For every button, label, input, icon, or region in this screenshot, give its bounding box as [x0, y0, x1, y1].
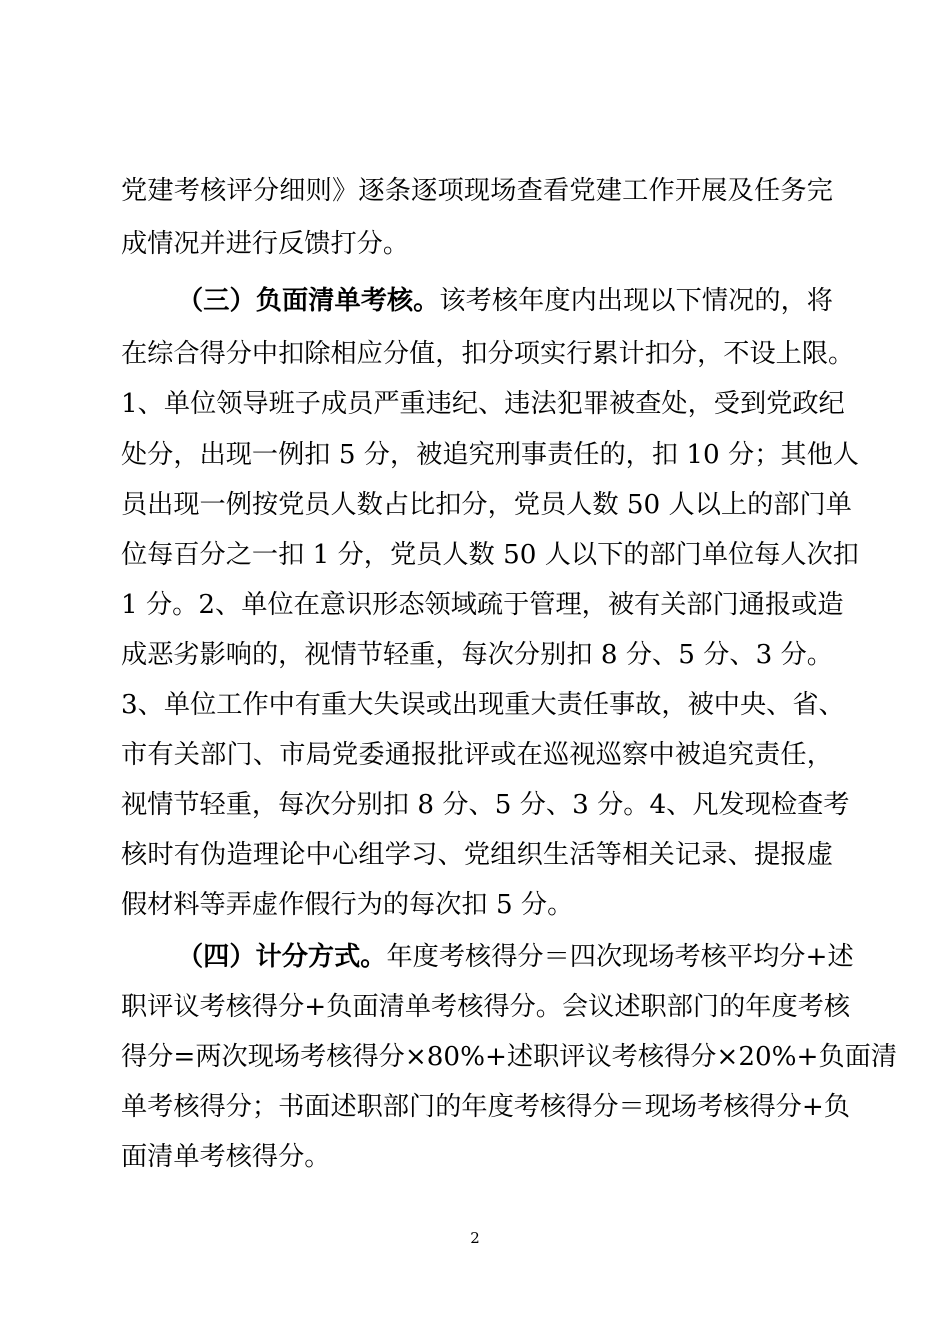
paragraph-3-line-2: 职评议考核得分+负面清单考核得分。会议述职部门的年度考核	[121, 992, 851, 1022]
section-heading-scoring-method: （四）计分方式。	[177, 941, 387, 972]
paragraph-2-line-1	[177, 281, 833, 321]
section-heading-negative-list: （三）负面清单考核。	[177, 285, 440, 316]
page-number: 2	[470, 1229, 480, 1247]
paragraph-2-line-9: 3、单位工作中有重大失误或出现重大责任事故，被中央、省、	[121, 690, 845, 720]
paragraph-3-line-3: 得分=两次现场考核得分×80%+述职评议考核得分×20%+负面清	[121, 1042, 898, 1072]
paragraph-2-line-12: 核时有伪造理论中心组学习、党组织生活等相关记录、提报虚	[121, 840, 833, 870]
paragraph-1-line-2: 成情况并进行反馈打分。	[121, 229, 410, 259]
paragraph-3-line-1	[177, 937, 854, 977]
paragraph-2-line-2: 在综合得分中扣除相应分值，扣分项实行累计扣分，不设上限。	[121, 339, 855, 369]
paragraph-2-line-7: 1 分。2、单位在意识形态领域疏于管理，被有关部门通报或造	[121, 590, 844, 620]
paragraph-2-line-11: 视情节轻重，每次分别扣 8 分、5 分、3 分。4、凡发现检查考	[121, 790, 850, 820]
paragraph-2-line-5: 员出现一例按党员人数占比扣分，党员人数 50 人以上的部门单	[121, 490, 852, 520]
paragraph-3-line-1-text: 年度考核得分＝四次现场考核平均分+述	[386, 942, 854, 972]
paragraph-2-line-13: 假材料等弄虚作假行为的每次扣 5 分。	[121, 890, 574, 920]
paragraph-2-line-10: 市有关部门、市局党委通报批评或在巡视巡察中被追究责任，	[121, 740, 833, 770]
paragraph-2-line-6: 位每百分之一扣 1 分，党员人数 50 人以下的部门单位每人次扣	[121, 540, 859, 570]
paragraph-1-line-1: 党建考核评分细则》逐条逐项现场查看党建工作开展及任务完	[121, 176, 833, 206]
paragraph-2-line-1-text: 该考核年度内出现以下情况的，将	[439, 286, 833, 316]
paragraph-3-line-5: 面清单考核得分。	[121, 1142, 331, 1172]
paragraph-3-line-4: 单考核得分；书面述职部门的年度考核得分＝现场考核得分+负	[121, 1092, 851, 1122]
paragraph-2-line-8: 成恶劣影响的，视情节轻重，每次分别扣 8 分、5 分、3 分。	[121, 640, 833, 670]
paragraph-2-line-4: 处分，出现一例扣 5 分，被追究刑事责任的，扣 10 分；其他人	[121, 440, 859, 470]
paragraph-2-line-3: 1、单位领导班子成员严重违纪、违法犯罪被查处，受到党政纪	[121, 389, 845, 419]
